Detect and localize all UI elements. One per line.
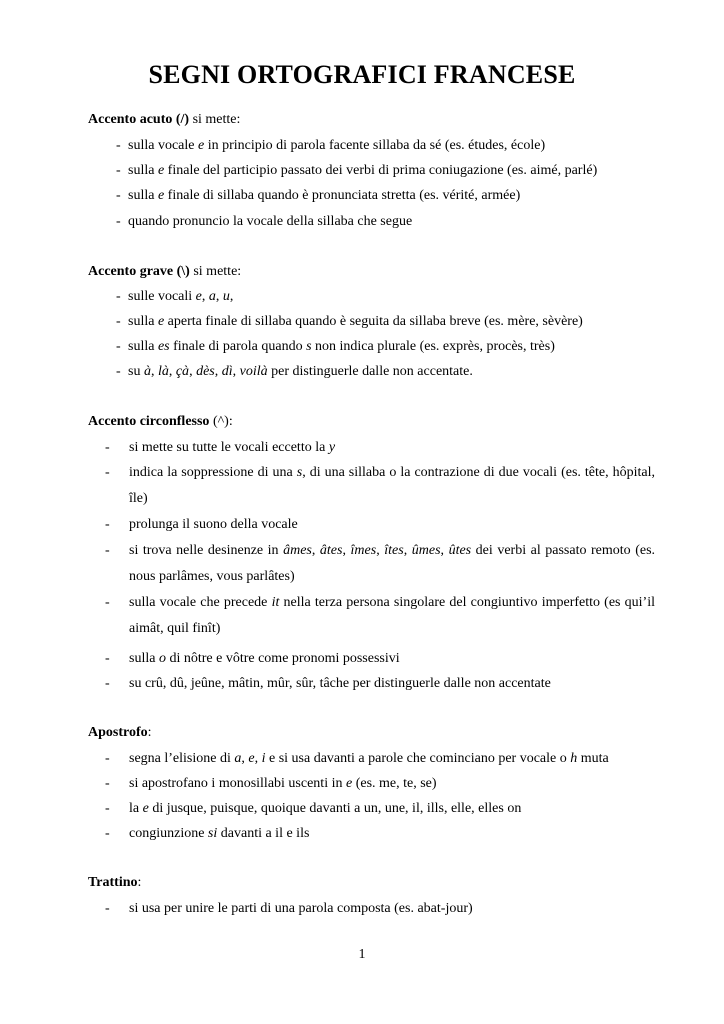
list-item: - si apostrofano i monosillabi uscenti in e (es. me, te, se) bbox=[105, 776, 437, 791]
page-title: SEGNI ORTOGRAFICI FRANCESE bbox=[148, 60, 576, 89]
list-item: - indica la soppressione di una s, di una sillaba o la contrazione di due vocali (es. tête, hôpital, île) bbox=[105, 465, 655, 506]
list-item: - su à, là, çà, dès, dì, voilà per distinguerle dalle non accentate. bbox=[116, 364, 473, 379]
list-item: - si mette su tutte le vocali eccetto la y bbox=[105, 440, 336, 455]
list-item: - sulla e finale del participio passato dei verbi di prima coniugazione (es. aimé, parlé) bbox=[116, 163, 598, 178]
list-item: - congiunzione si davanti a il e ils bbox=[105, 826, 310, 841]
list-item: - prolunga il suono della vocale bbox=[105, 517, 298, 532]
section-heading-apostrofo: Apostrofo: bbox=[88, 725, 152, 740]
list-item: - sulle vocali e, a, u, bbox=[116, 289, 234, 304]
list-item: - sulla vocale che precede it nella terza persona singolare del congiuntivo imperfetto (es qui’il aimât, quil finît) bbox=[105, 595, 655, 636]
section-heading-grave: Accento grave (\) si mette: bbox=[88, 264, 242, 279]
list-item: - sulla vocale e in principio di parola facente sillaba da sé (es. études, école) bbox=[116, 138, 546, 153]
list-item: - su crû, dû, jeûne, mâtin, mûr, sûr, tâche per distinguerle dalle non accentate bbox=[105, 676, 551, 691]
list-item: - si usa per unire le parti di una parola composta (es. abat-jour) bbox=[105, 901, 473, 916]
list-item: - quando pronuncio la vocale della sillaba che segue bbox=[116, 214, 413, 229]
list-item: - la e di jusque, puisque, quoique davanti a un, une, il, ills, elle, elles on bbox=[105, 801, 522, 816]
list-item: - sulla es finale di parola quando s non indica plurale (es. exprès, procès, très) bbox=[116, 339, 555, 354]
list-item: - segna l’elisione di a, e, i e si usa davanti a parole che cominciano per vocale o h muta bbox=[105, 751, 609, 766]
section-heading-circonflesso: Accento circonflesso (^): bbox=[88, 414, 233, 429]
list-item: - sulla o di nôtre e vôtre come pronomi possessivi bbox=[105, 651, 400, 666]
section-heading-acuto: Accento acuto (/) si mette: bbox=[88, 112, 241, 127]
page-number: 1 bbox=[358, 947, 366, 962]
list-item: - sulla e finale di sillaba quando è pronunciata stretta (es. vérité, armée) bbox=[116, 188, 521, 203]
list-item: - sulla e aperta finale di sillaba quando è seguita da sillaba breve (es. mère, sèvère) bbox=[116, 314, 583, 329]
section-heading-trattino: Trattino: bbox=[88, 875, 142, 890]
list-item: - si trova nelle desinenze in âmes, âtes, îmes, îtes, ûmes, ûtes dei verbi al passato remoto (es. nous parlâmes, vous parlâtes) bbox=[105, 543, 656, 584]
